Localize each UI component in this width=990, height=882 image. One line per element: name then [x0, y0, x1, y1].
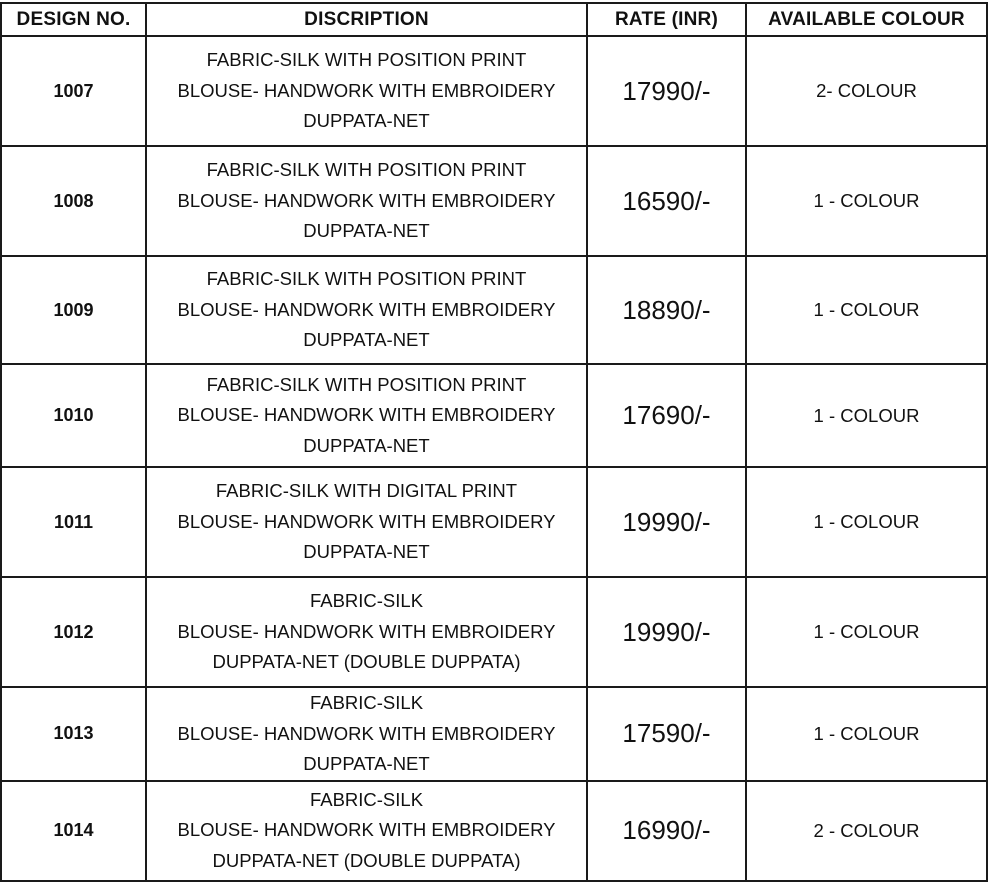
description-line: BLOUSE- HANDWORK WITH EMBROIDERY	[177, 79, 556, 101]
description-line: BLOUSE- HANDWORK WITH EMBROIDERY	[177, 722, 556, 744]
available-colour-cell: 1 - COLOUR	[746, 364, 987, 467]
design-number-cell: 1012	[1, 577, 146, 687]
description-line: DUPPATA-NET	[303, 329, 430, 351]
description-line: FABRIC-SILK	[309, 590, 424, 612]
description-line: FABRIC-SILK WITH DIGITAL PRINT	[215, 480, 518, 502]
description-line: DUPPATA-NET	[303, 110, 430, 132]
description-line: BLOUSE- HANDWORK WITH EMBROIDERY	[177, 189, 556, 211]
available-colour-cell: 2 - COLOUR	[746, 781, 987, 881]
rate-cell: 17690/-	[587, 364, 746, 467]
description-cell	[146, 36, 587, 146]
rate-cell: 16990/-	[587, 781, 746, 881]
description-cell	[146, 577, 587, 687]
description-cell	[146, 467, 587, 577]
description-line: FABRIC-SILK WITH POSITION PRINT	[206, 49, 527, 71]
table-body	[1, 36, 987, 881]
design-number-cell: 1007	[1, 36, 146, 146]
table-row	[1, 577, 987, 687]
description-line: DUPPATA-NET (DOUBLE DUPPATA)	[212, 651, 521, 673]
available-colour-cell: 1 - COLOUR	[746, 146, 987, 256]
table-row	[1, 36, 987, 146]
description-cell	[146, 687, 587, 781]
table-row	[1, 146, 987, 256]
description-line: FABRIC-SILK	[309, 788, 424, 810]
table-row	[1, 467, 987, 577]
rate-cell: 17590/-	[587, 687, 746, 781]
description-line: FABRIC-SILK WITH POSITION PRINT	[206, 159, 527, 181]
header-available-colour: AVAILABLE COLOUR	[746, 3, 987, 36]
design-number-cell: 1011	[1, 467, 146, 577]
design-number-cell: 1013	[1, 687, 146, 781]
rate-cell: 19990/-	[587, 577, 746, 687]
available-colour-cell: 1 - COLOUR	[746, 687, 987, 781]
description-line: BLOUSE- HANDWORK WITH EMBROIDERY	[177, 404, 556, 426]
rate-cell: 17990/-	[587, 36, 746, 146]
design-number-cell: 1014	[1, 781, 146, 881]
available-colour-cell: 1 - COLOUR	[746, 256, 987, 364]
header-row	[1, 3, 987, 36]
description-line: DUPPATA-NET	[303, 220, 430, 242]
description-line: FABRIC-SILK WITH POSITION PRINT	[206, 268, 527, 290]
design-number-cell: 1010	[1, 364, 146, 467]
description-line: DUPPATA-NET	[303, 541, 430, 563]
header-design-no: DESIGN NO.	[1, 3, 146, 36]
table-row	[1, 781, 987, 881]
rate-cell: 16590/-	[587, 146, 746, 256]
rate-cell: 18890/-	[587, 256, 746, 364]
description-line: BLOUSE- HANDWORK WITH EMBROIDERY	[177, 510, 556, 532]
description-cell	[146, 256, 587, 364]
table-row	[1, 687, 987, 781]
available-colour-cell: 1 - COLOUR	[746, 467, 987, 577]
rate-cell: 19990/-	[587, 467, 746, 577]
description-line: BLOUSE- HANDWORK WITH EMBROIDERY	[177, 620, 556, 642]
header-description: DISCRIPTION	[146, 3, 587, 36]
description-line: FABRIC-SILK	[309, 692, 424, 713]
table-row	[1, 256, 987, 364]
description-line: BLOUSE- HANDWORK WITH EMBROIDERY	[177, 298, 556, 320]
design-number-cell: 1009	[1, 256, 146, 364]
table-header	[1, 3, 987, 36]
available-colour-cell: 2- COLOUR	[746, 36, 987, 146]
design-number-cell: 1008	[1, 146, 146, 256]
description-line: FABRIC-SILK WITH POSITION PRINT	[206, 373, 527, 395]
table-row	[1, 364, 987, 467]
description-cell	[146, 781, 587, 881]
description-line: DUPPATA-NET (DOUBLE DUPPATA)	[212, 849, 521, 871]
description-line: DUPPATA-NET	[303, 753, 430, 774]
description-cell	[146, 364, 587, 467]
description-line: BLOUSE- HANDWORK WITH EMBROIDERY	[177, 819, 556, 841]
available-colour-cell: 1 - COLOUR	[746, 577, 987, 687]
description-cell	[146, 146, 587, 256]
price-list-table	[0, 2, 988, 882]
description-line: DUPPATA-NET	[303, 434, 430, 456]
header-rate: RATE (INR)	[587, 3, 746, 36]
